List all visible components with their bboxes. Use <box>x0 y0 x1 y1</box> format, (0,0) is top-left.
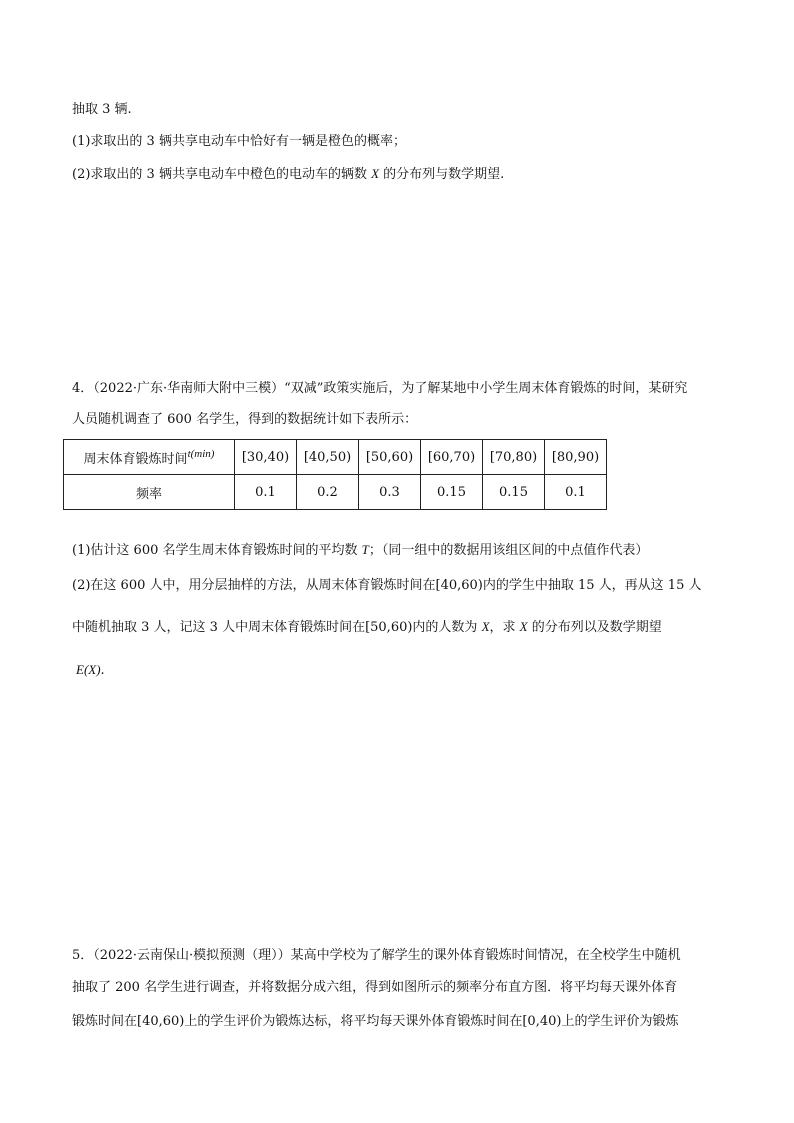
q4-expectation: E(X) <box>76 662 101 677</box>
row1-unit: t(min) <box>187 447 215 460</box>
q5-stem-line1: 5．（2022·云南保山·模拟预测（理））某高中学校为了解学生的课外体育锻炼时间情况，在全校学生中随机 <box>72 948 681 963</box>
freq-cell: 0.1 <box>545 475 607 510</box>
table-row <box>64 440 607 475</box>
q4-part1-var: T <box>361 542 369 557</box>
freq-cell: 0.3 <box>359 475 421 510</box>
q4-stem-line2: 人员随机调查了 600 名学生，得到的数据统计如下表所示： <box>72 412 418 427</box>
q4-frequency-table <box>63 439 607 510</box>
q3-part2 <box>72 165 504 184</box>
q3-intro-tail: 抽取 3 辆. <box>72 102 132 117</box>
q4-part1-text-a: (1)估计这 600 名学生周末体育锻炼时间的平均数 <box>72 543 362 558</box>
q4-part1-text-b: ；（同一组中的数据用该组区间的中点值作代表） <box>368 543 649 558</box>
interval-cell: [80,90) <box>545 440 607 475</box>
q4-part2-text-c: 的分布列以及数学期望 <box>527 620 662 635</box>
q4-part2-text-a: 中随机抽取 3 人，记这 3 人中周末体育锻炼时间在[50,60)内的人数为 <box>72 620 482 635</box>
q5-stem-line3: 锻炼时间在[40,60)上的学生评价为锻炼达标，将平均每天课外体育锻炼时间在[0,40)上的学生评价为锻炼 <box>72 1014 679 1029</box>
table-row <box>64 475 607 510</box>
q4-part2-text-b: ，求 <box>489 620 520 635</box>
freq-cell: 0.1 <box>235 475 297 510</box>
interval-cell: [60,70) <box>421 440 483 475</box>
q4-part2-var1: X <box>481 619 490 634</box>
interval-cell: [30,40) <box>235 440 297 475</box>
q3-part2-var: X <box>371 166 380 181</box>
q5-stem-line2: 抽取了 200 名学生进行调查，并将数据分成六组，得到如图所示的频率分布直方图．将平均每天课外体育 <box>72 980 678 995</box>
table-header-cell <box>64 440 235 475</box>
freq-cell: 0.15 <box>483 475 545 510</box>
q3-part2-text-a: (2)求取出的 3 辆共享电动车中橙色的电动车的辆数 <box>72 167 372 182</box>
interval-cell: [70,80) <box>483 440 545 475</box>
q3-part2-text-b: 的分布列与数学期望. <box>379 167 505 182</box>
freq-cell: 0.15 <box>421 475 483 510</box>
freq-cell: 0.2 <box>297 475 359 510</box>
q3-part1: (1)求取出的 3 辆共享电动车中恰好有一辆是橙色的概率； <box>72 134 406 149</box>
q4-part2-line3 <box>76 661 105 680</box>
row1-label: 周末体育锻炼时间 <box>83 451 188 467</box>
q4-part2-var2: X <box>519 619 528 634</box>
interval-cell: [50,60) <box>359 440 421 475</box>
q4-stem-line1: 4．（2022·广东·华南师大附中三模）“双减”政策实施后，为了解某地中小学生周末体育锻炼的时间，某研究 <box>72 381 688 396</box>
q4-part2-line1: (2)在这 600 人中，用分层抽样的方法，从周末体育锻炼时间在[40,60)内的学生中抽取 15 人，再从这 15 人 <box>72 578 702 593</box>
row2-label: 频率 <box>64 475 235 510</box>
q4-part1 <box>72 541 648 560</box>
q4-part2-line2 <box>72 618 662 637</box>
q4-part2-line3-tail: . <box>100 663 105 678</box>
interval-cell: [40,50) <box>297 440 359 475</box>
